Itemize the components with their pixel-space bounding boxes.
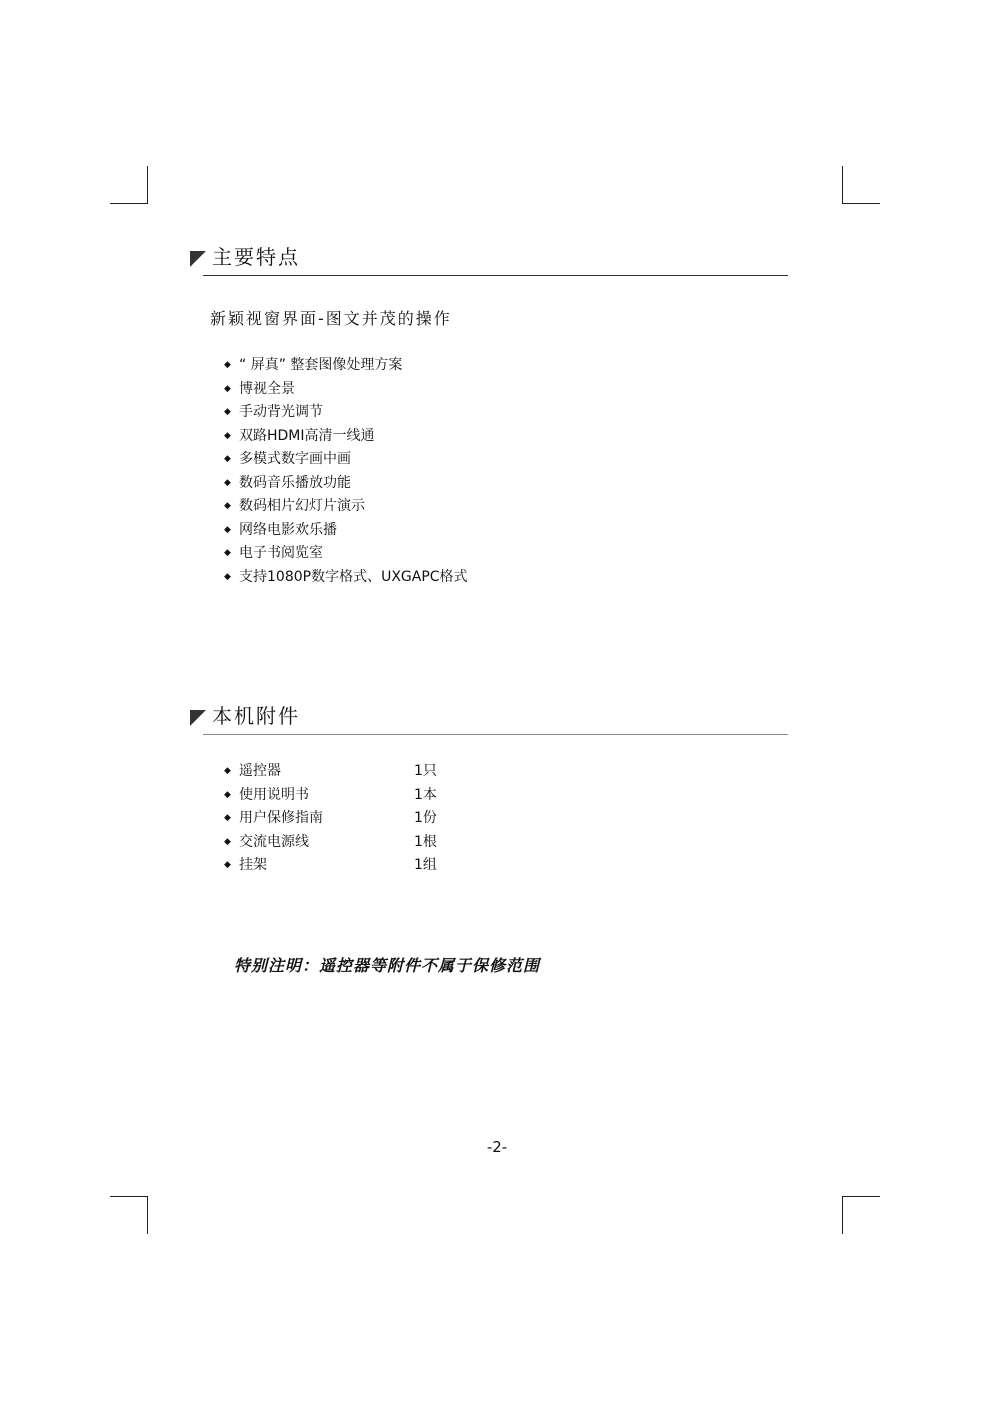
bullet-icon: ◆ — [224, 360, 231, 370]
crop-mark-top-right-vertical — [842, 166, 843, 204]
bullet-icon: ◆ — [224, 548, 231, 558]
crop-mark-bottom-left-horizontal — [110, 1196, 148, 1197]
feature-label: 网络电影欢乐播 — [239, 521, 337, 538]
feature-label: 博视全景 — [239, 380, 295, 397]
feature-label: 手动背光调节 — [239, 404, 323, 420]
bullet-icon: ◆ — [224, 813, 231, 823]
crop-mark-bottom-right-horizontal — [842, 1196, 880, 1197]
bullet-icon: ◆ — [224, 501, 231, 511]
feature-label: 数码音乐播放功能 — [239, 474, 351, 491]
bullet-icon: ◆ — [224, 477, 231, 488]
accessory-label: 使用说明书 — [239, 786, 309, 803]
features-heading: 主要特点 — [212, 245, 300, 269]
crop-mark-top-left-vertical — [147, 166, 148, 204]
accessory-quantity: 1根 — [414, 833, 437, 850]
features-divider — [203, 275, 788, 276]
accessory-quantity: 1份 — [414, 810, 437, 826]
bullet-icon: ◆ — [224, 524, 231, 535]
crop-mark-bottom-left-vertical — [147, 1196, 148, 1234]
accessory-label: 遥控器 — [239, 763, 281, 779]
bullet-icon: ◆ — [224, 836, 231, 847]
feature-label: 双路HDMI高清一线通 — [239, 427, 375, 444]
feature-label: “ 屏真” 整套图像处理方案 — [239, 357, 403, 373]
accessories-heading: 本机附件 — [212, 704, 300, 728]
feature-label: 数码相片幻灯片演示 — [239, 498, 365, 514]
bullet-icon: ◆ — [224, 407, 231, 417]
crop-mark-bottom-right-vertical — [842, 1196, 843, 1234]
accessory-quantity: 1本 — [414, 786, 437, 803]
accessory-label: 用户保修指南 — [239, 810, 323, 826]
feature-label: 多模式数字画中画 — [239, 451, 351, 467]
accessory-label: 交流电源线 — [239, 833, 309, 850]
bullet-icon: ◆ — [224, 454, 231, 464]
bullet-icon: ◆ — [224, 430, 231, 441]
crop-mark-top-left-horizontal — [110, 203, 148, 204]
feature-label: 支持1080P数字格式、UXGAPC格式 — [239, 568, 468, 585]
accessories-divider — [203, 734, 788, 735]
section-triangle-icon — [190, 251, 206, 267]
bullet-icon: ◆ — [224, 789, 231, 800]
bullet-icon: ◆ — [224, 571, 231, 582]
crop-mark-top-right-horizontal — [842, 203, 880, 204]
bullet-icon: ◆ — [224, 766, 231, 776]
bullet-icon: ◆ — [224, 383, 231, 394]
features-subtitle: 新颖视窗界面-图文并茂的操作 — [210, 309, 452, 328]
section-triangle-icon — [190, 710, 206, 726]
accessory-quantity: 1只 — [414, 763, 437, 779]
accessory-quantity: 1组 — [414, 857, 437, 873]
warranty-note: 特别注明：遥控器等附件不属于保修范围 — [234, 956, 541, 975]
accessory-label: 挂架 — [239, 857, 267, 873]
feature-label: 电子书阅览室 — [239, 545, 323, 561]
bullet-icon: ◆ — [224, 860, 231, 870]
page-number: -2- — [486, 1138, 508, 1156]
